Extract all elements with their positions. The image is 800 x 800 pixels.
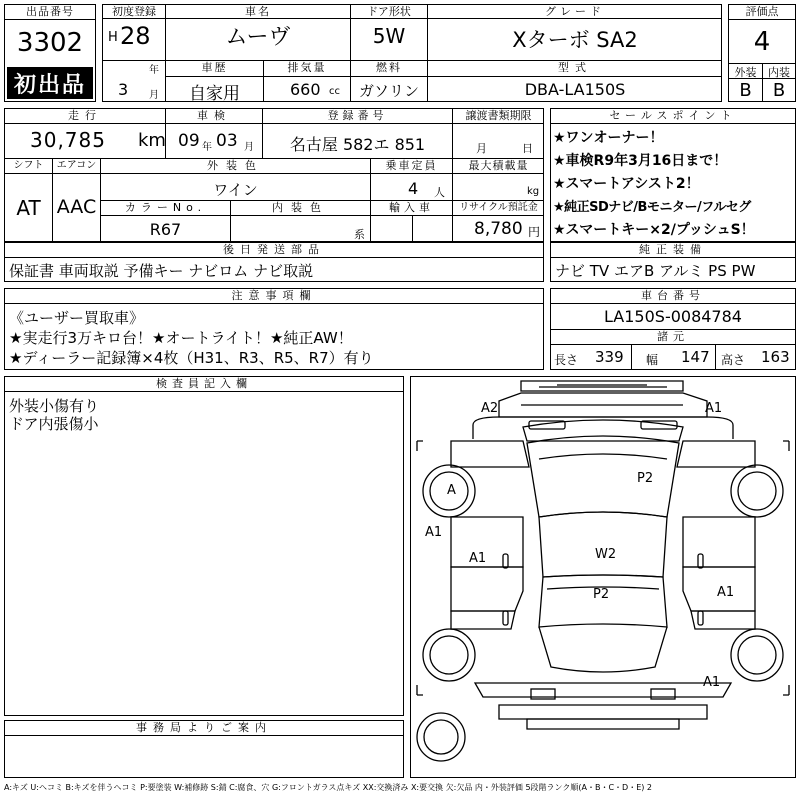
selling-point: ★車検R9年3月16日まで！ — [553, 153, 728, 169]
interior-score: B — [772, 80, 786, 101]
selling-point: ★スマートアシスト2！ — [553, 176, 700, 192]
import-header: 輸入車 — [389, 201, 434, 214]
color-no-value: R67 — [149, 220, 182, 239]
model-value: DBA-LA150S — [524, 80, 626, 99]
inspection-month-unit: 月 — [244, 142, 254, 153]
mileage-unit: km — [138, 130, 166, 151]
chassis-value: LA150S-0084784 — [604, 307, 742, 326]
equipment-header: 純正装備 — [551, 243, 795, 258]
capacity-header: 乗車定員 — [385, 159, 438, 172]
chassis-header: 車台番号 — [551, 289, 795, 304]
equipment-value: ナビ TV エアB アルミ PS PW — [555, 262, 756, 280]
width-value: 147 — [681, 348, 710, 366]
damage-mark: A1 — [703, 675, 721, 690]
selling-points-box — [550, 108, 796, 242]
transfer-month-unit: 月 — [476, 142, 487, 155]
first-listing-badge: 初出品 — [7, 67, 93, 99]
exterior-label: 外装 — [734, 66, 757, 79]
history-header: 車歴 — [201, 61, 228, 74]
reg-header: 初度登録 — [112, 5, 156, 18]
recycle-value: 8,780 — [474, 219, 523, 239]
inspection-year: 09 — [178, 131, 200, 151]
legend-text: A:キズ U:ヘコミ B:キズを伴うヘコミ P:要塗装 W:補修跡 S:錆 C:腐食、穴 G:フロントガラス点キズ XX:交換済み X:要交換 欠:欠品 内・外装評価 5段階ランク順(A・B・C・D・E) 2 — [4, 783, 653, 792]
reg-month: 3 — [118, 80, 129, 99]
plate-value: 名古屋 582エ 851 — [289, 135, 426, 154]
damage-mark: A1 — [425, 525, 443, 540]
notes-header: 注意事項欄 — [5, 289, 543, 304]
equipment-box — [550, 242, 796, 282]
max-load-unit: kg — [527, 186, 540, 197]
lot-box — [4, 4, 96, 102]
office-box — [4, 720, 404, 778]
shift-header: シフト — [13, 160, 44, 171]
plate-header: 登録番号 — [327, 109, 388, 122]
reg-era: H — [108, 30, 118, 45]
fuel-header: 燃料 — [376, 61, 402, 74]
damage-mark: P2 — [637, 471, 654, 486]
damage-mark: A1 — [469, 551, 487, 566]
width-label: 幅 — [646, 353, 659, 367]
inspection-month: 03 — [216, 131, 238, 151]
selling-point: ★純正SDナビ/Bモニター/フルセグ — [553, 200, 751, 215]
displacement-unit: cc — [329, 86, 340, 97]
interior-color-header: 内装色 — [272, 201, 329, 214]
door-header: ドア形状 — [367, 5, 411, 18]
later-parts-box — [4, 242, 544, 282]
damage-mark: A1 — [705, 401, 723, 416]
selling-point: ★ワンオーナー！ — [553, 130, 664, 146]
interior-label: 内装 — [768, 66, 790, 79]
reg-year: 28 — [120, 22, 151, 50]
lot-number: 3302 — [16, 28, 84, 58]
recycle-header: リサイクル預託金 — [459, 202, 538, 213]
notes-box — [4, 288, 544, 370]
fuel-value: ガソリン — [358, 82, 419, 100]
history-value: 自家用 — [189, 84, 240, 104]
notes-line: 《ユーザー買取車》 — [9, 309, 145, 327]
grade-header: グレード — [545, 5, 605, 18]
height-label: 高さ — [721, 353, 746, 367]
reg-year-unit: 年 — [149, 65, 159, 76]
score-box — [728, 4, 796, 102]
specs-header: 諸元 — [657, 330, 689, 343]
later-parts-value: 保証書 車両取説 予備キー ナビロム ナビ取説 — [9, 262, 314, 280]
damage-mark: W2 — [595, 547, 617, 562]
ac-header: エアコン — [56, 160, 97, 171]
damage-mark: P2 — [593, 587, 610, 602]
length-label: 長さ — [554, 353, 579, 367]
inspector-line: 外装小傷有り — [9, 397, 100, 415]
lot-header: 出品番号 — [5, 5, 95, 20]
selling-point: ★スマートキー×2/プッシュS！ — [553, 222, 755, 238]
selling-points-header: セールスポイント — [551, 109, 795, 124]
car-outline-diagram — [411, 377, 795, 777]
ac-value: AAC — [56, 196, 97, 218]
inspector-header: 検査員記入欄 — [5, 377, 403, 392]
transfer-day-unit: 日 — [522, 142, 533, 155]
inspector-line: ドア内張傷小 — [9, 415, 99, 433]
exterior-score: B — [739, 80, 752, 101]
recycle-unit: 円 — [528, 225, 541, 239]
displacement-header: 排気量 — [287, 61, 327, 74]
shift-value: AT — [16, 196, 41, 220]
length-value: 339 — [595, 348, 624, 366]
office-header: 事務局よりご案内 — [5, 721, 403, 736]
inspection-header: 車検 — [197, 109, 231, 122]
max-load-header: 最大積載量 — [468, 159, 529, 172]
damage-diagram-box — [410, 376, 796, 778]
chassis-box — [550, 288, 796, 370]
door-type: 5W — [372, 24, 406, 48]
later-parts-header: 後日発送部品 — [5, 243, 543, 258]
exterior-color-header: 外装色 — [207, 159, 264, 172]
interior-color-unit: 系 — [354, 228, 365, 241]
damage-mark: A2 — [481, 401, 499, 416]
score-value: 4 — [753, 27, 771, 57]
capacity-unit: 人 — [434, 186, 445, 199]
score-header: 評価点 — [729, 5, 795, 20]
transfer-header: 譲渡書類期限 — [465, 109, 532, 122]
exterior-color-value: ワイン — [213, 181, 258, 199]
notes-line: ★ディーラー記録簿×4枚（H31、R3、R5、R7）有り — [9, 349, 374, 367]
mileage-header: 走行 — [68, 109, 102, 122]
grade: Xターボ SA2 — [512, 28, 638, 52]
damage-mark: A1 — [717, 585, 735, 600]
car-name: ムーヴ — [225, 25, 291, 50]
inspector-box — [4, 376, 404, 716]
damage-mark: A — [447, 483, 456, 498]
displacement-value: 660 — [290, 80, 321, 99]
capacity-value: 4 — [408, 179, 419, 198]
color-no-header: カラーNo. — [124, 201, 207, 214]
reg-month-unit: 月 — [149, 90, 159, 101]
inspection-year-unit: 年 — [202, 142, 212, 153]
name-header: 車名 — [245, 5, 271, 18]
mileage-value: 30,785 — [30, 128, 106, 152]
height-value: 163 — [761, 348, 790, 366]
model-header: 型式 — [558, 61, 592, 74]
notes-line: ★実走行3万キロ台！★オートライト！★純正AW！ — [9, 329, 353, 347]
